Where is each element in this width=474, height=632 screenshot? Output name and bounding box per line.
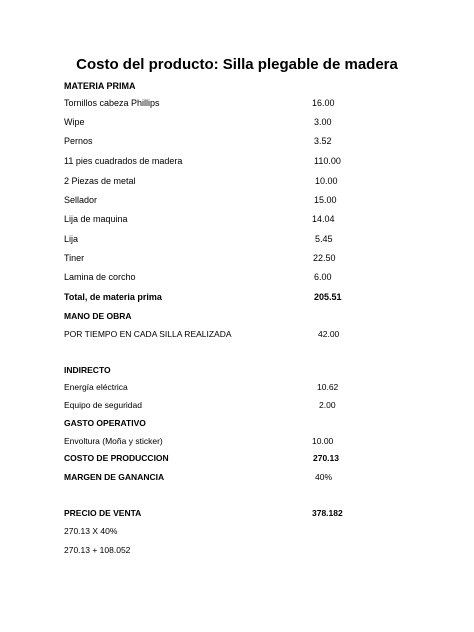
item-value: 2.00 <box>319 400 336 410</box>
calculation-line <box>64 526 424 540</box>
cost-row <box>64 156 424 170</box>
item-value: 10.00 <box>312 436 334 446</box>
item-label: 2 Piezas de metal <box>64 176 136 186</box>
production-cost-row <box>64 453 424 467</box>
total-value: 205.51 <box>314 292 342 302</box>
item-value: 16.00 <box>312 98 335 108</box>
section-header-label: MANO DE OBRA <box>64 311 132 321</box>
cost-row <box>64 98 424 112</box>
section-header-mano-de-obra <box>64 311 424 325</box>
cost-row <box>64 117 424 131</box>
item-label: 11 pies cuadrados de madera <box>64 156 183 166</box>
cost-row <box>64 436 424 450</box>
cost-row <box>64 136 424 150</box>
section-header-gasto-operativo <box>64 418 424 432</box>
item-value: 6.00 <box>314 272 332 282</box>
sale-price-label: PRECIO DE VENTA <box>64 508 142 518</box>
cost-row <box>64 329 424 343</box>
calculation-line <box>64 545 424 559</box>
item-label: Envoltura (Moña y sticker) <box>64 436 163 446</box>
calculation-text: 270.13 + 108.052 <box>64 545 131 555</box>
item-value: 10.00 <box>315 176 338 186</box>
item-value: 3.00 <box>314 117 332 127</box>
calculation-text: 270.13 X 40% <box>64 526 118 536</box>
item-value: 42.00 <box>318 329 340 339</box>
cost-row <box>64 400 424 414</box>
sale-price-row <box>64 508 424 522</box>
cost-row <box>64 272 424 286</box>
production-cost-value: 270.13 <box>313 453 339 463</box>
section-header-label: INDIRECTO <box>64 365 111 375</box>
page-title: Costo del producto: Silla plegable de madera <box>76 56 398 73</box>
item-label: Lamina de corcho <box>64 272 136 282</box>
cost-row <box>64 382 424 396</box>
sale-price-value: 378.182 <box>312 508 343 518</box>
cost-row <box>64 176 424 190</box>
section-header-materia-prima <box>64 81 424 95</box>
total-label: Total, de materia prima <box>64 292 162 302</box>
item-value: 15.00 <box>314 195 337 205</box>
item-label: Equipo de seguridad <box>64 400 142 410</box>
section-header-label: GASTO OPERATIVO <box>64 418 146 428</box>
item-label: Energía eléctrica <box>64 382 128 392</box>
section-header-label: MATERIA PRIMA <box>64 81 136 91</box>
production-cost-label: COSTO DE PRODUCCION <box>64 453 169 463</box>
margin-label: MARGEN DE GANANCIA <box>64 472 165 482</box>
item-label: Tornillos cabeza Phillips <box>64 98 160 108</box>
item-value: 110.00 <box>314 156 341 166</box>
total-row <box>64 292 424 306</box>
item-value: 5.45 <box>315 234 333 244</box>
cost-row <box>64 234 424 248</box>
cost-row <box>64 195 424 209</box>
item-value: 22.50 <box>313 253 336 263</box>
item-value: 10.62 <box>317 382 339 392</box>
item-label: Tiner <box>64 253 85 263</box>
cost-row <box>64 214 424 228</box>
item-value: 3.52 <box>314 136 332 146</box>
item-label: Lija de maquina <box>64 214 128 224</box>
cost-row <box>64 253 424 267</box>
item-label: POR TIEMPO EN CADA SILLA REALIZADA <box>64 329 232 339</box>
item-label: Wipe <box>64 117 85 127</box>
item-label: Sellador <box>64 195 98 205</box>
item-value: 14.04 <box>312 214 335 224</box>
item-label: Lija <box>64 234 79 244</box>
item-label: Pernos <box>64 136 93 146</box>
margin-value: 40% <box>315 472 333 482</box>
section-header-indirecto <box>64 365 424 379</box>
margin-row <box>64 472 424 486</box>
